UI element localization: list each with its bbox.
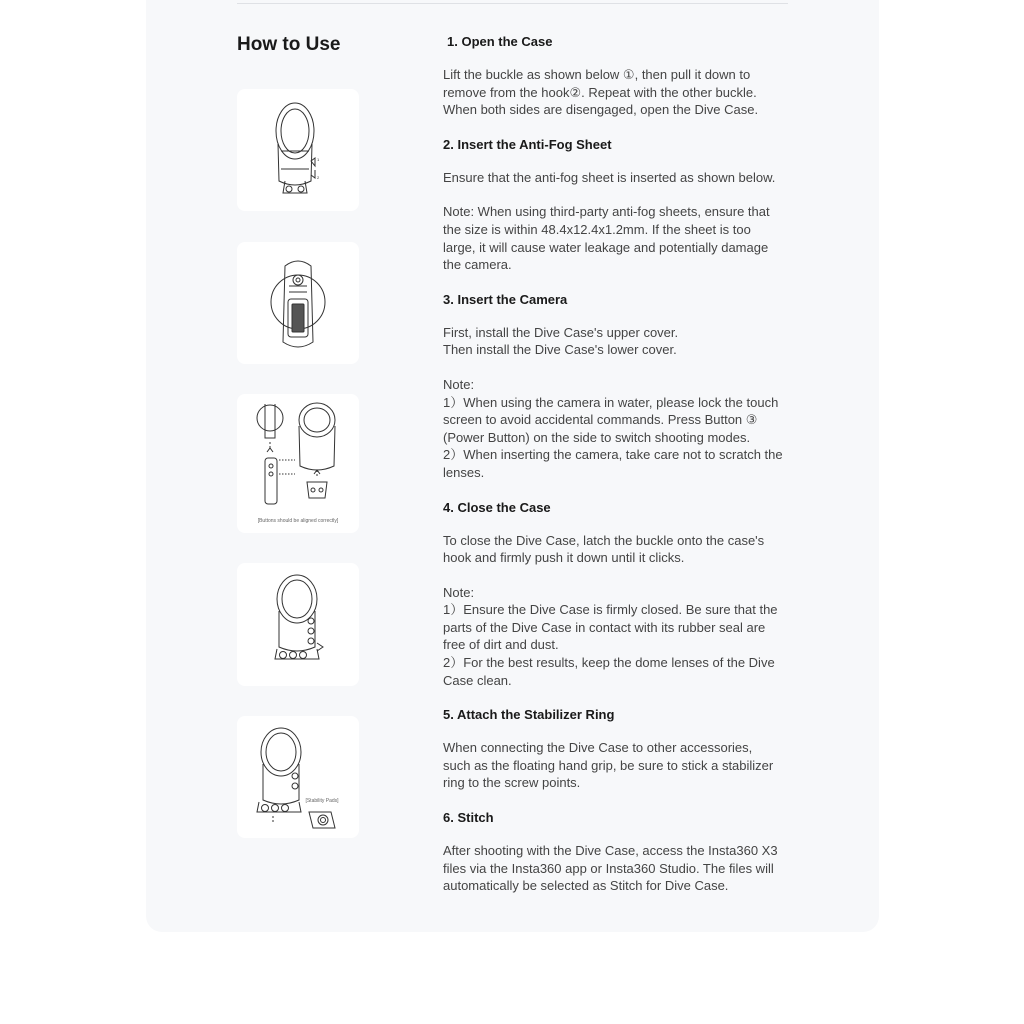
step-2-text: Ensure that the anti-fog sheet is inserted as shown below. [443, 169, 776, 185]
step-4-heading: 4. Close the Case [443, 499, 551, 515]
step-4-note-2: 2）For the best results, keep the dome lenses of the Dive Case clean. [443, 655, 775, 688]
stabilizer-ring-illustration [237, 716, 359, 838]
step-6-text: After shooting with the Dive Case, access the Insta360 X3 files via the Insta360 app or Insta360 Studio. The files will automatically be selected as Stitch for Dive Case. [443, 843, 778, 894]
step-1-text: Lift the buckle as shown below ①, then pull it down to remove from the hook②. Repeat with the other buckle. When both sides are disengaged, open the Dive Case. [443, 67, 759, 118]
step-5-text: When connecting the Dive Case to other accessories, such as the floating hand grip, be sure to stick a stabilizer ring to the screw points. [443, 740, 774, 791]
step-3-line-1: First, install the Dive Case's upper cover. [443, 324, 679, 340]
step-4-text: To close the Dive Case, latch the buckle onto the case's hook and firmly push it down until it clicks. [443, 532, 765, 566]
step-4-note-1: 1）Ensure the Dive Case is firmly closed. Be sure that the parts of the Dive Case in contact with its rubber seal are free of dirt and dust. [443, 602, 778, 653]
step-3-note-1: 1）When using the camera in water, please lock the touch screen to avoid accidental commands. Press Button ③ (Power Button) on the side to switch shooting modes. [443, 394, 779, 445]
step-1-heading: 1. Open the Case [447, 34, 553, 49]
open-case-illustration [237, 89, 359, 211]
insert-camera-illustration [237, 394, 359, 533]
stability-pads-caption: [Stability Pads] [305, 798, 339, 804]
step-3-heading: 3. Insert the Camera [443, 291, 568, 307]
step-3-note-label: Note: [443, 376, 475, 392]
step-3-note-2: 2）When inserting the camera, take care not to scratch the lenses. [443, 447, 783, 480]
svg-text:1: 1 [317, 157, 320, 162]
buttons-aligned-caption: [Buttons should be aligned correctly] [257, 518, 339, 524]
step-3-line-2: Then install the Dive Case's lower cover. [443, 342, 677, 358]
svg-text:2: 2 [317, 175, 320, 180]
section-title: How to Use [237, 34, 341, 55]
anti-fog-sheet-illustration [237, 242, 359, 364]
close-case-illustration [237, 563, 359, 686]
instructions-column [443, 33, 783, 895]
step-4-note-label: Note: [443, 584, 475, 600]
step-5-heading: 5. Attach the Stabilizer Ring [443, 707, 615, 723]
step-2-heading: 2. Insert the Anti-Fog Sheet [443, 136, 612, 152]
top-divider [237, 3, 788, 4]
step-6-heading: 6. Stitch [443, 810, 494, 826]
step-2-note: Note: When using third-party anti-fog sheets, ensure that the size is within 48.4x12.4x1.2mm. If the sheet is too large, it will cause water leakage and potentially damage the camera. [443, 204, 770, 273]
